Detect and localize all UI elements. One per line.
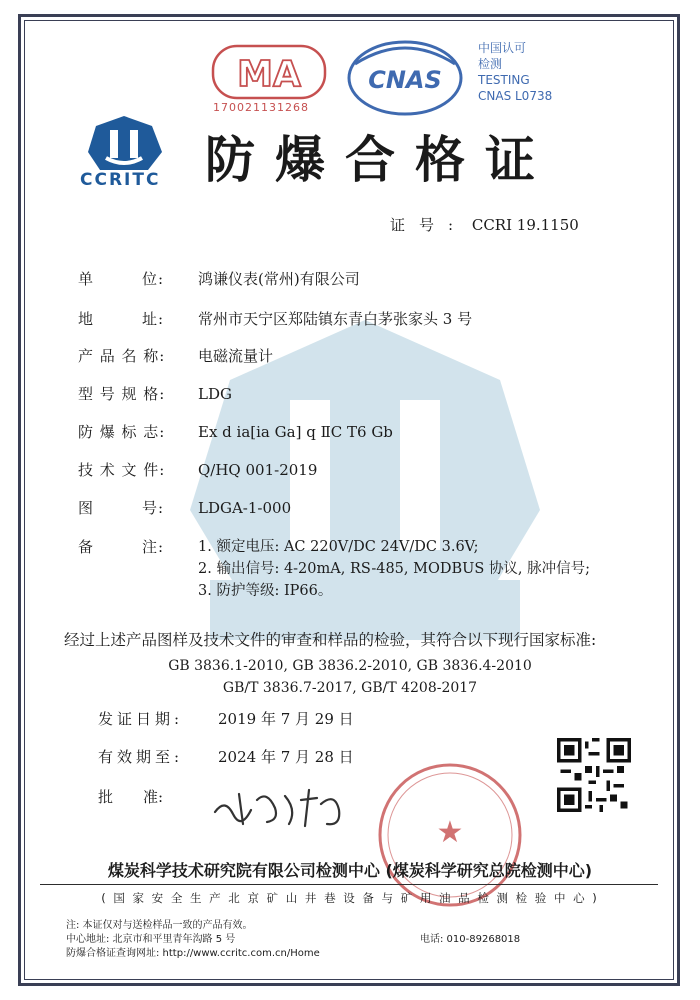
cnas-line: TESTING: [478, 73, 530, 87]
issuer-divider: [40, 884, 658, 885]
ma-stamp-text: MA: [237, 54, 301, 95]
field-label: 备 注:: [78, 538, 165, 556]
standards-line: GB 3836.1-2010, GB 3836.2-2010, GB 3836.4-2010: [168, 658, 532, 674]
field-value: LDGA-1-000: [198, 499, 292, 517]
footer-website[interactable]: 防爆合格证查询网址: http://www.ccritc.com.cn/Home: [66, 948, 320, 959]
issue-date: [98, 708, 354, 729]
remark-item: 3. 防护等级: IP66。: [198, 583, 333, 599]
certificate-number: [390, 214, 579, 235]
field-address: [78, 308, 472, 329]
field-label: 防 爆 标 志:: [78, 423, 166, 441]
cnas-logo-text: CNAS: [368, 66, 442, 94]
field-value: 鸿谦仪表(常州)有限公司: [198, 270, 360, 288]
ccritc-logo-text: CCRITC: [80, 170, 161, 190]
certificate-number-label: 证号:: [390, 216, 468, 234]
qr-code[interactable]: [557, 738, 631, 812]
cnas-logo: [345, 34, 465, 118]
valid-until-value: 2024 年 7 月 28 日: [218, 748, 354, 766]
ma-stamp: [210, 40, 328, 102]
standards-line: GB/T 3836.7-2017, GB/T 4208-2017: [222, 680, 478, 696]
issue-date-label: 发证日期:: [98, 710, 184, 728]
field-label: 技 术 文 件:: [78, 461, 166, 479]
footer-note: 注: 本证仅对与送检样品一致的产品有效。: [66, 920, 253, 931]
cnas-line: 中国认可: [478, 41, 527, 55]
svg-text:★: ★: [436, 815, 464, 850]
field-ex-mark: [78, 421, 393, 442]
certificate-number-value: CCRI 19.1150: [471, 216, 579, 234]
field-label: 型 号 规 格:: [78, 385, 166, 403]
field-unit: [78, 268, 360, 289]
field-label: 单 位:: [78, 270, 165, 288]
field-drawing: [78, 497, 291, 518]
field-value: 常州市天宁区郑陆镇东青白茅张家头 3 号: [198, 310, 473, 328]
valid-until-label: 有效期至:: [98, 748, 184, 766]
approver-signature: [205, 780, 355, 840]
official-seal: [375, 760, 525, 910]
conformity-statement: 经过上述产品图样及技术文件的审查和样品的检验，其符合以下现行国家标准:: [64, 631, 597, 649]
field-product: [78, 345, 273, 366]
field-label: 产 品 名 称:: [78, 347, 166, 365]
remarks-list: [198, 536, 590, 602]
valid-until: [98, 746, 354, 767]
cnas-info: [478, 40, 552, 104]
field-value: LDG: [198, 385, 232, 403]
issuer-subtitle: ( 国 家 安 全 生 产 北 京 矿 山 井 巷 设 备 与 矿 用 油 品 检 测 检 验 中 心 ): [101, 891, 599, 905]
footer-address: 中心地址: 北京市和平里青年沟路 5 号: [66, 934, 236, 945]
remark-item: 2. 输出信号: 4-20mA, RS-485, MODBUS 协议, 脉冲信号;: [198, 561, 591, 577]
issue-date-value: 2019 年 7 月 29 日: [218, 710, 354, 728]
field-label: 图 号:: [78, 499, 165, 517]
issuer-name: 煤炭科学技术研究院有限公司检测中心 (煤炭科学研究总院检测中心): [107, 861, 593, 880]
cnas-line: 检测: [478, 57, 503, 71]
field-value: 电磁流量计: [198, 347, 274, 365]
field-value: Q/HQ 001-2019: [198, 461, 318, 479]
field-remarks: [78, 536, 198, 557]
field-model: [78, 383, 232, 404]
footer-phone: 电话: 010-89268018: [420, 934, 521, 945]
field-label: 地 址:: [78, 310, 165, 328]
field-tech-doc: [78, 459, 317, 480]
field-value: Ex d ia[ia Ga] q ⅡC T6 Gb: [198, 423, 393, 441]
cnas-line: CNAS L0738: [478, 89, 553, 103]
certificate-title: 防爆合格证: [205, 131, 555, 189]
approver-label: 批 准:: [98, 788, 164, 806]
remark-item: 1. 额定电压: AC 220V/DC 24V/DC 3.6V;: [198, 539, 479, 555]
ma-number: 170021131268: [213, 101, 309, 114]
